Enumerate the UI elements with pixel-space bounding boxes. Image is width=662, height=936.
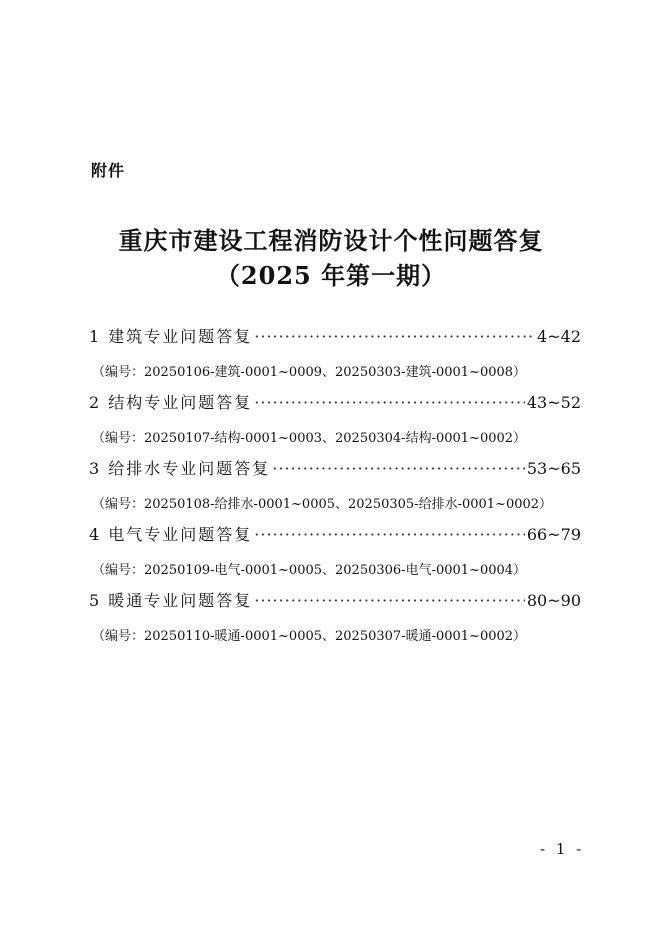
toc-line [89,588,581,620]
toc-entry-code: （编号：20250110-暖通-0001~0005、20250307-暖通-0001~0002） [92,629,527,644]
toc-entry-code: （编号：20250109-电气-0001~0005、20250306-电气-0001~0004） [92,563,527,578]
toc-entry-pages: 66~79 [526,525,581,544]
toc-line [89,324,581,356]
toc-entry-architecture [89,324,581,390]
table-of-contents [89,324,581,654]
toc-entry-label: 4 电气专业问题答复 [89,525,253,544]
toc-entry-label: 2 结构专业问题答复 [89,393,253,412]
toc-entry-pages: 80~90 [526,591,581,610]
toc-leader-dots [272,459,525,478]
toc-entry-code: （编号：20250107-结构-0001~0003、20250304-结构-0001~0002） [92,431,527,446]
toc-entry-code: （编号：20250108-给排水-0001~0005、20250305-给排水-0001~0002） [92,497,553,512]
toc-entry-plumbing [89,456,581,522]
toc-entry-electrical [89,522,581,588]
toc-entry-label: 3 给排水专业问题答复 [89,459,271,478]
document-subtitle: （2025 年第一期） [215,261,447,290]
toc-leader-dots [254,525,525,544]
toc-entry-pages: 4~42 [537,327,581,346]
attachment-label: 附件 [91,161,126,180]
toc-leader-dots [254,591,525,610]
toc-entry-pages: 53~65 [526,459,581,478]
toc-entry-code: （编号：20250106-建筑-0001~0009、20250303-建筑-0001~0008） [92,365,527,380]
toc-leader-dots [254,327,535,346]
toc-entry-pages: 43~52 [526,393,581,412]
toc-entry-label: 5 暖通专业问题答复 [89,591,253,610]
toc-line [89,522,581,554]
toc-entry-hvac [89,588,581,654]
document-title: 重庆市建设工程消防设计个性问题答复 [118,226,544,255]
toc-line [89,390,581,422]
toc-leader-dots [254,393,525,412]
toc-line [89,456,581,488]
page-number: - 1 - [540,840,585,858]
toc-entry-label: 1 建筑专业问题答复 [89,327,253,346]
toc-entry-structure [89,390,581,456]
